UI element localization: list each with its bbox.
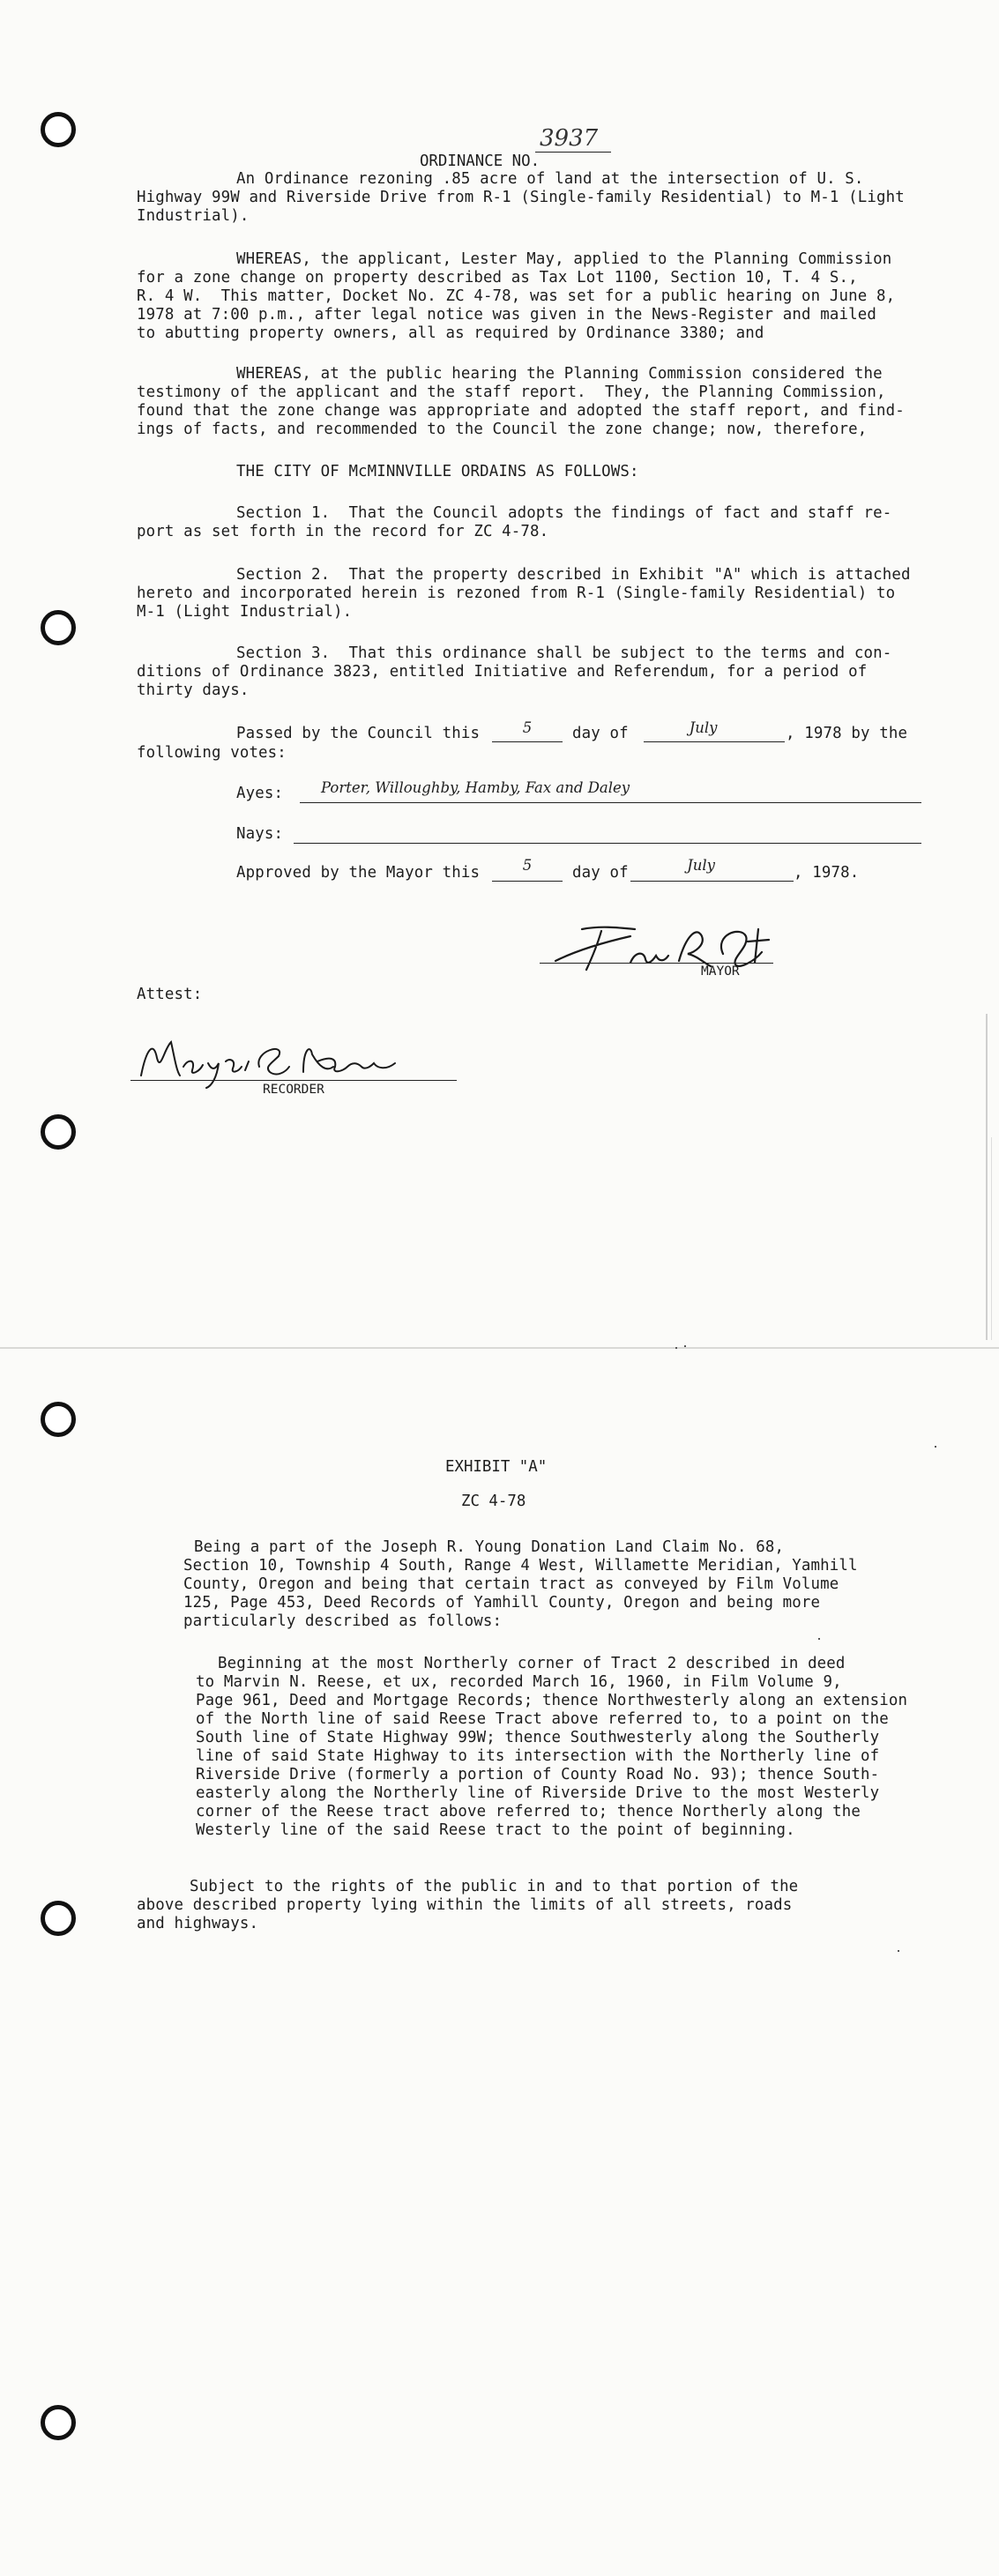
binder-hole-icon [41, 1402, 76, 1437]
exhibit-para-2-line: line of said State Highway to its intersection with the Northerly line of [196, 1747, 880, 1765]
ordinance-number-underline [535, 152, 611, 153]
exhibit-para-2-line: Page 961, Deed and Mortgage Records; thence Northwesterly along an extension [196, 1692, 908, 1709]
binder-hole-icon [41, 2405, 76, 2440]
whereas-2-line: WHEREAS, at the public hearing the Planning Commission considered the [236, 365, 883, 383]
binder-hole-icon [41, 610, 76, 645]
exhibit-para-2-line: to Marvin N. Reese, et ux, recorded March 16, 1960, in Film Volume 9, [196, 1673, 842, 1691]
recorder-signature-line [130, 1080, 457, 1081]
ayes-value: Porter, Willoughby, Hamby, Fax and Daley [321, 779, 630, 796]
exhibit-title: EXHIBIT "A" [445, 1458, 548, 1476]
section-3-line: thirty days. [137, 681, 250, 699]
approved-day-value: 5 [522, 857, 533, 874]
attest-label: Attest: [137, 986, 203, 1003]
ordains-heading: THE CITY OF McMINNVILLE ORDAINS AS FOLLOWS: [236, 463, 639, 480]
passed-day-underline [492, 741, 563, 742]
exhibit-para-1-line: 125, Page 453, Deed Records of Yamhill County, Oregon and being more [183, 1594, 821, 1612]
intro-line: Highway 99W and Riverside Drive from R-1 (Single-family Residential) to M-1 (Light [137, 189, 905, 206]
passed-day-value: 5 [522, 719, 533, 736]
section-2-line: Section 2. That the property described in Exhibit "A" which is attached [236, 566, 911, 584]
ordinance-title-label: ORDINANCE NO. [419, 153, 541, 170]
page-edge-line [991, 1137, 992, 1340]
exhibit-para-3-line: and highways. [137, 1915, 259, 1932]
exhibit-para-1-line: particularly described as follows: [183, 1612, 503, 1630]
binder-hole-icon [41, 1901, 76, 1936]
scan-speck [684, 1345, 686, 1347]
ayes-label: Ayes: [236, 785, 284, 802]
passed-line-2: following votes: [137, 744, 287, 762]
mayor-signature-line [540, 963, 773, 964]
exhibit-para-2-line: South line of State Highway 99W; thence Southwesterly along the Southerly [196, 1729, 880, 1746]
intro-line: An Ordinance rezoning .85 acre of land at the intersection of U. S. [236, 170, 864, 188]
ayes-underline [300, 802, 921, 803]
binder-hole-icon [41, 1114, 76, 1150]
passed-month-underline [644, 741, 785, 742]
whereas-1-line: to abutting property owners, all as required by Ordinance 3380; and [137, 324, 764, 342]
approved-day-underline [492, 881, 563, 882]
section-1-line: Section 1. That the Council adopts the findings of fact and staff re- [236, 504, 892, 522]
exhibit-para-2-line: corner of the Reese tract above referred to; thence Northerly along the [196, 1803, 861, 1820]
exhibit-para-2-line: of the North line of said Reese Tract above referred to, to a point on the [196, 1710, 889, 1728]
nays-label: Nays: [236, 825, 284, 843]
passed-month-value: July [689, 719, 718, 736]
ordinance-number: 3937 [540, 125, 599, 152]
exhibit-para-2-line: Riverside Drive (formerly a portion of County Road No. 93); thence South- [196, 1766, 880, 1783]
approved-month-value: July [687, 857, 715, 874]
whereas-2-line: ings of facts, and recommended to the Council the zone change; now, therefore, [137, 421, 868, 438]
scan-speck [898, 1950, 899, 1952]
exhibit-para-2-line: Westerly line of the said Reese tract to the point of beginning. [196, 1821, 795, 1839]
whereas-2-line: found that the zone change was appropriate and adopted the staff report, and find- [137, 402, 905, 420]
exhibit-para-2-line: Beginning at the most Northerly corner of Tract 2 described in deed [218, 1655, 846, 1672]
exhibit-para-1-line: Section 10, Township 4 South, Range 4 West, Willamette Meridian, Yamhill [183, 1557, 858, 1575]
passed-day-of: day of [572, 725, 629, 742]
exhibit-page [0, 1349, 999, 2576]
section-2-line: hereto and incorporated herein is rezoned from R-1 (Single-family Residential) to [137, 584, 896, 602]
page-edge-line [986, 1014, 988, 1340]
passed-year-suffix: , 1978 by the [786, 725, 908, 742]
intro-line: Industrial). [137, 207, 250, 225]
section-2-line: M-1 (Light Industrial). [137, 603, 353, 621]
whereas-1-line: WHEREAS, the applicant, Lester May, applied to the Planning Commission [236, 250, 892, 268]
whereas-1-line: for a zone change on property described as Tax Lot 1100, Section 10, T. 4 S., [137, 269, 858, 287]
approved-day-of: day of [572, 864, 629, 882]
exhibit-para-2-line: easterly along the Northerly line of Riverside Drive to the most Westerly [196, 1784, 880, 1802]
approved-month-underline [630, 881, 794, 882]
section-3-line: Section 3. That this ordinance shall be subject to the terms and con- [236, 644, 892, 662]
exhibit-para-3-line: Subject to the rights of the public in and to that portion of the [190, 1878, 799, 1895]
whereas-1-line: R. 4 W. This matter, Docket No. ZC 4-78, was set for a public hearing on June 8, [137, 287, 896, 305]
section-1-line: port as set forth in the record for ZC 4-78. [137, 523, 549, 540]
exhibit-subtitle: ZC 4-78 [461, 1493, 526, 1510]
nays-underline [294, 843, 921, 844]
approved-year-suffix: , 1978. [794, 864, 860, 882]
scan-speck [935, 1446, 936, 1448]
scan-speck [818, 1638, 820, 1640]
passed-prefix: Passed by the Council this [236, 725, 481, 742]
exhibit-para-1-line: County, Oregon and being that certain tract as conveyed by Film Volume [183, 1575, 839, 1593]
mayor-label: MAYOR [701, 964, 740, 979]
exhibit-para-1-line: Being a part of the Joseph R. Young Donation Land Claim No. 68, [194, 1538, 785, 1556]
scan-speck [675, 1347, 677, 1349]
ordinance-title [401, 134, 540, 171]
section-3-line: ditions of Ordinance 3823, entitled Initiative and Referendum, for a period of [137, 663, 868, 681]
approved-prefix: Approved by the Mayor this [236, 864, 481, 882]
binder-hole-icon [41, 112, 76, 147]
exhibit-para-3-line: above described property lying within the limits of all streets, roads [137, 1896, 793, 1914]
recorder-label: RECORDER [263, 1083, 324, 1097]
whereas-1-line: 1978 at 7:00 p.m., after legal notice was given in the News-Register and mailed [137, 306, 876, 324]
mayor-signature [547, 917, 776, 979]
whereas-2-line: testimony of the applicant and the staff report. They, the Planning Commission, [137, 383, 886, 401]
page-separator [0, 1347, 999, 1349]
